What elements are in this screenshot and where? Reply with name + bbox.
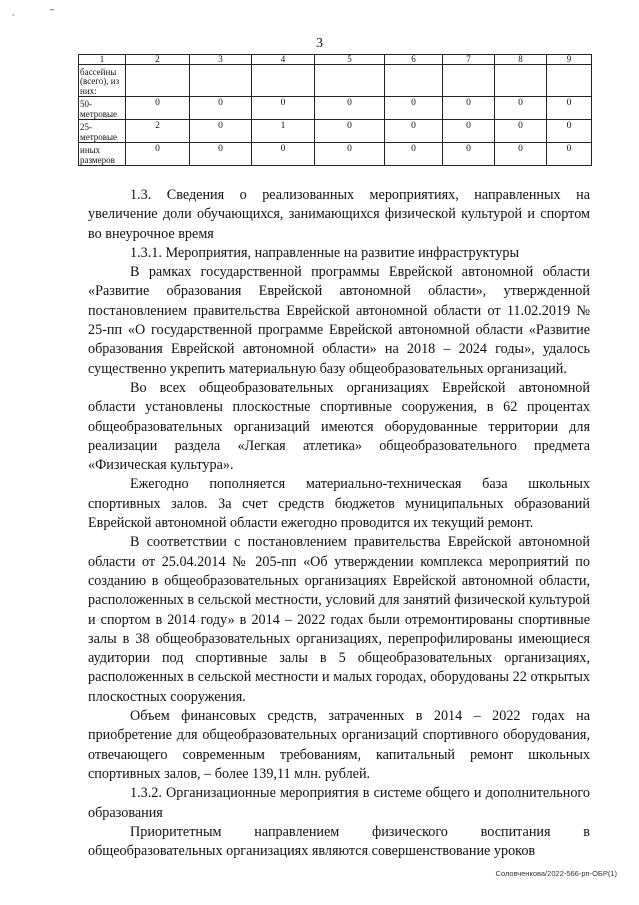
paragraph: В соответствии с постановлением правительства Еврейской автономной области от 25.04.2014 № 205-пп «Об утверждении комплекса мероприятий по созданию в общеобразовательных организациях Еврейской автономной области, расположенных в сельской местности, условий для занятий физической культурой и спортом в 2014 году» в 2014 – 2022 годах были отремонтированы спортивные залы в 38 общеобразовательных организациях, перепрофилированы имеющиеся аудитории под спортивные залы в 5 общеобразовательных организациях, расположенных в сельской местности и малых городах, оборудованы 22 открытых плоскостных сооружения. [88, 534, 590, 705]
table-row [79, 143, 592, 166]
table-row [79, 65, 592, 97]
subsection-heading: 1.3.1. Мероприятия, направленные на развитие инфраструктуры [130, 244, 519, 261]
table-cell: 0 [547, 143, 592, 166]
column-header: 3 [190, 55, 252, 65]
column-header: 1 [79, 55, 126, 65]
paragraph: Ежегодно пополняется материально-техническая база школьных спортивных залов. За счет средств бюджетов муниципальных образований Еврейской автономной области ежегодно проводится их текущий ремонт. [88, 476, 590, 532]
row-label: иных размеров [79, 143, 126, 166]
table-row [79, 97, 592, 120]
table-cell [315, 65, 385, 97]
table-cell: 0 [315, 97, 385, 120]
column-header: 4 [252, 55, 315, 65]
table-cell [126, 65, 190, 97]
table-cell: 0 [190, 120, 252, 143]
paragraph: Объем финансовых средств, затраченных в 2014 – 2022 годах на приобретение для общеобразовательных организаций спортивного оборудования, отвечающего современным требованиям, капитальный ремонт школьных спортивных залов, – более 139,11 млн. рублей. [88, 708, 590, 782]
table-cell: 0 [495, 143, 547, 166]
column-header: 6 [385, 55, 443, 65]
table-cell: 0 [495, 120, 547, 143]
table-cell: 0 [547, 97, 592, 120]
document-id-footer: Соловченкова/2022-566-рп-ОБР(1) [495, 869, 617, 878]
column-header: 2 [126, 55, 190, 65]
column-header: 5 [315, 55, 385, 65]
table-cell: 0 [547, 120, 592, 143]
table-cell: 0 [443, 120, 495, 143]
pools-table [78, 54, 592, 166]
subsection-heading: 1.3.2. Организационные мероприятия в системе общего и дополнительного образования [88, 785, 590, 821]
paragraph: В рамках государственной программы Еврейской автономной области «Развитие образования Еврейской автономной области», утвержденной постановлением правительства Еврейской автономной области от 11.02.2019 № 25-пп «О государственной программе Еврейской автономной области «Развитие образования Еврейской автономной области» на 2018 – 2024 годы», удалось существенно укрепить материальную базу общеобразовательных организаций. [88, 264, 590, 377]
table-row [79, 120, 592, 143]
table-cell: 0 [190, 97, 252, 120]
table-cell: 0 [385, 120, 443, 143]
scan-mark: ‴ [50, 8, 55, 17]
column-header: 9 [547, 55, 592, 65]
document-body [88, 186, 590, 861]
table-cell [443, 65, 495, 97]
table-cell: 0 [495, 97, 547, 120]
table-cell [495, 65, 547, 97]
paragraph: Во всех общеобразовательных организациях Еврейской автономной области установлены плоскостные спортивные сооружения, в 62 процентах общеобразовательных организаций имеются оборудованные территории для реализации раздела «Легкая атлетика» общеобразовательного предмета «Физическая культура». [88, 379, 590, 474]
table-cell: 0 [252, 97, 315, 120]
row-label: 25-метровые [79, 120, 126, 143]
page-number: 3 [316, 36, 323, 51]
table-cell: 0 [126, 143, 190, 166]
section-heading: 1.3. Сведения о реализованных мероприятиях, направленных на увеличение доли обучающихся, занимающихся физической культурой и спортом во внеурочное время [88, 187, 590, 242]
table-cell: 2 [126, 120, 190, 143]
table-cell [547, 65, 592, 97]
scan-mark: ˌ [12, 8, 15, 17]
table-cell: 0 [315, 120, 385, 143]
table-cell: 0 [443, 97, 495, 120]
paragraph: Приоритетным направлением физического воспитания в общеобразовательных организациях являются совершенствование уроков [88, 823, 590, 860]
table-cell: 1 [252, 120, 315, 143]
table-cell: 0 [385, 97, 443, 120]
table-cell: 0 [443, 143, 495, 166]
table-cell [385, 65, 443, 97]
table-cell [252, 65, 315, 97]
column-header: 8 [495, 55, 547, 65]
table-header-row [79, 55, 592, 65]
column-header: 7 [443, 55, 495, 65]
row-label: бассейны (всего), из них: [79, 65, 126, 97]
table-cell [190, 65, 252, 97]
row-label: 50-метровые [79, 97, 126, 120]
table-cell: 0 [385, 143, 443, 166]
table-cell: 0 [126, 97, 190, 120]
table-cell: 0 [252, 143, 315, 166]
table-cell: 0 [315, 143, 385, 166]
table-cell: 0 [190, 143, 252, 166]
